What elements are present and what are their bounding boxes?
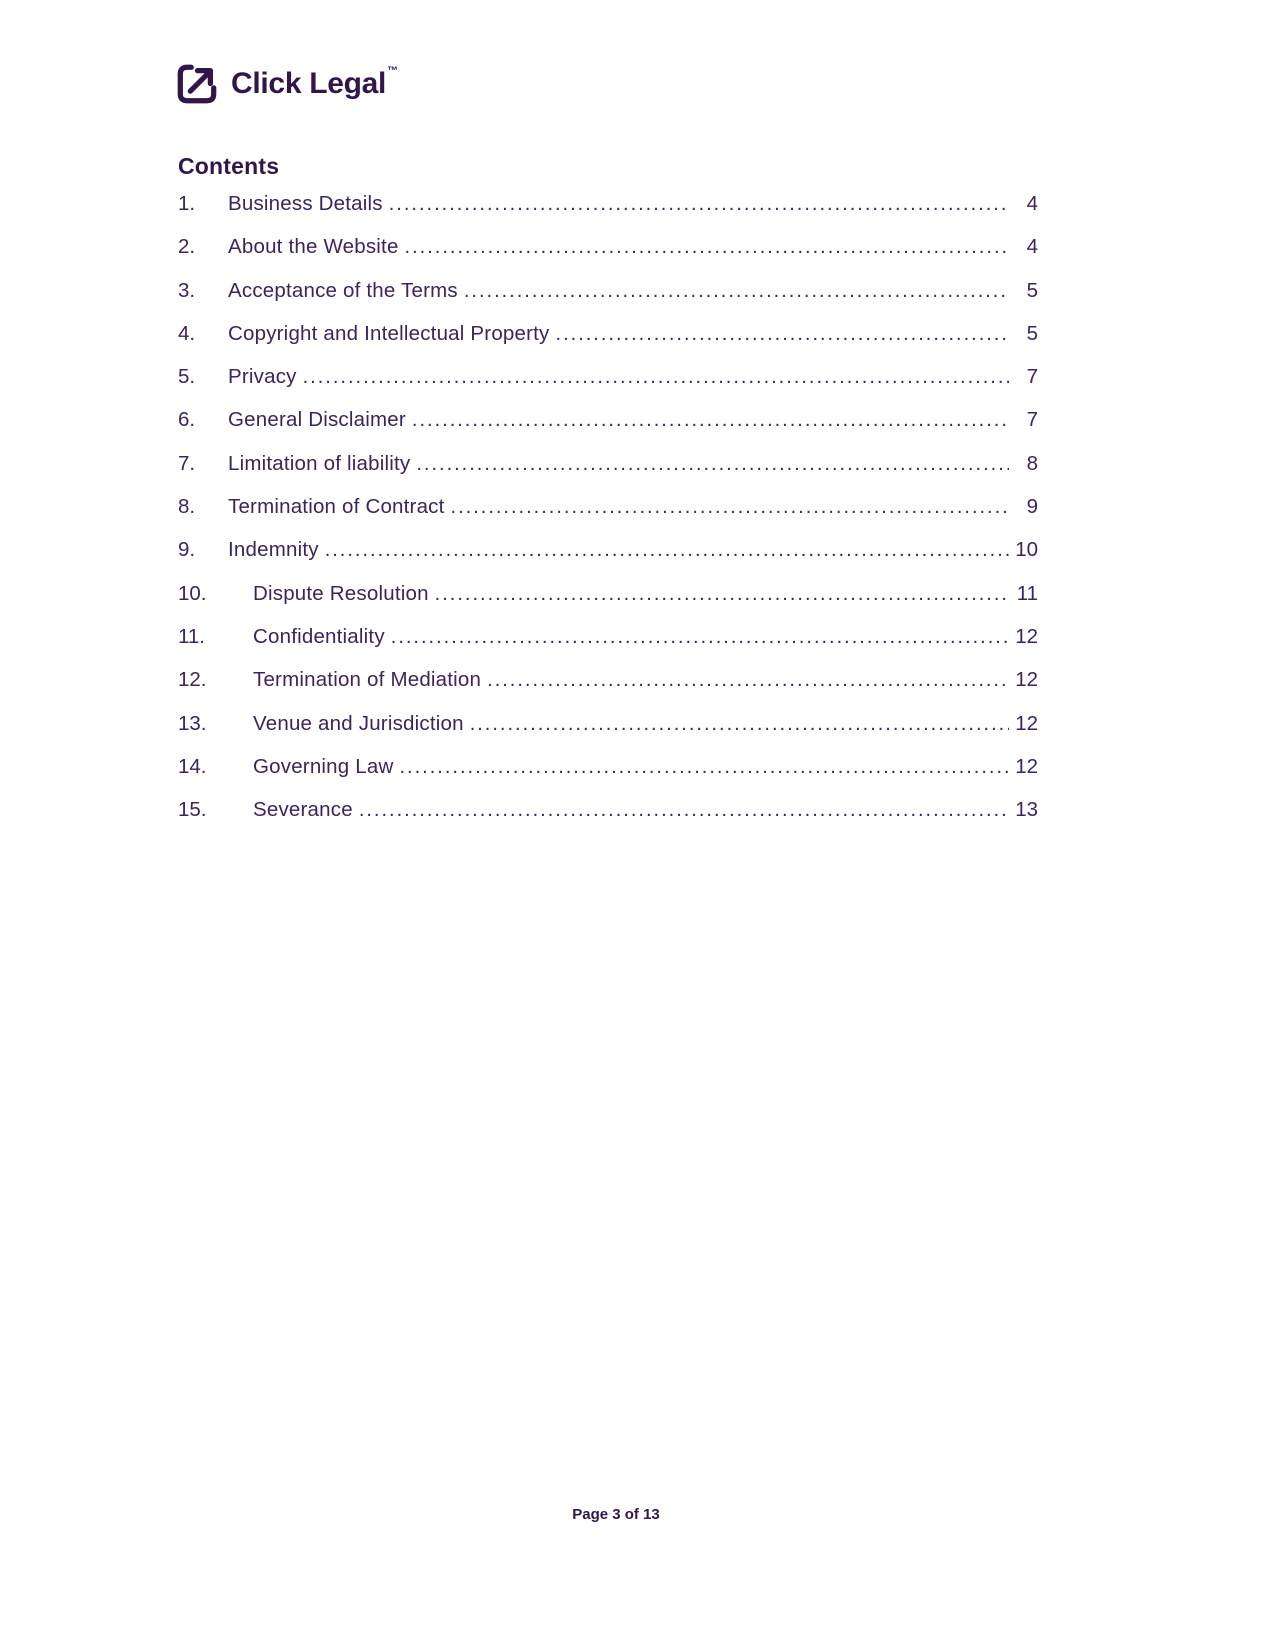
toc-entry-number: 2. xyxy=(178,235,196,259)
toc-entry-title: Governing Law xyxy=(253,754,394,778)
toc-leader-dots xyxy=(325,529,1009,572)
toc-entry-title: Confidentiality xyxy=(253,624,385,648)
toc-entry-number: 9. xyxy=(178,538,196,562)
logo xyxy=(176,63,398,105)
toc-entry-title: General Disclaimer xyxy=(228,408,406,432)
toc-entry[interactable] xyxy=(178,528,1038,571)
toc-entry-page: 12 xyxy=(1015,624,1038,648)
toc-entry[interactable] xyxy=(178,572,1038,615)
toc-leader-dots xyxy=(359,789,1009,832)
toc-leader-dots xyxy=(303,356,1009,399)
toc-entry-page: 10 xyxy=(1015,538,1038,562)
toc-entry-title: Copyright and Intellectual Property xyxy=(228,321,550,345)
toc-leader-dots xyxy=(464,270,1009,313)
toc-entry[interactable] xyxy=(178,269,1038,312)
toc-entry[interactable] xyxy=(178,355,1038,398)
toc-entry[interactable] xyxy=(178,442,1038,485)
toc-entry-number: 4. xyxy=(178,321,196,345)
toc-entry-page: 12 xyxy=(1015,711,1038,735)
toc-entry-number: 1. xyxy=(178,192,196,215)
toc-entry-title: Privacy xyxy=(228,365,297,389)
external-link-arrow-icon xyxy=(176,63,218,105)
toc-leader-dots xyxy=(435,573,1009,616)
toc-entry-page: 9 xyxy=(1026,495,1038,519)
toc-entry-number: 13. xyxy=(178,711,207,735)
toc-entry[interactable] xyxy=(178,182,1038,225)
toc-entry-page: 12 xyxy=(1015,754,1038,778)
toc-entry-title: Indemnity xyxy=(228,538,319,562)
toc-entry-page: 5 xyxy=(1026,278,1038,302)
toc-leader-dots xyxy=(470,703,1009,746)
toc-entry[interactable] xyxy=(178,702,1038,745)
toc-entry-title: Venue and Jurisdiction xyxy=(253,711,464,735)
toc-entry-title: Business Details xyxy=(228,192,383,215)
toc-entry-title: Dispute Resolution xyxy=(253,581,429,605)
toc-entry-number: 5. xyxy=(178,365,196,389)
toc-entry-number: 8. xyxy=(178,495,196,519)
toc-entry-number: 14. xyxy=(178,754,207,778)
toc-entry-page: 7 xyxy=(1026,365,1038,389)
toc-entry-number: 10. xyxy=(178,581,207,605)
toc-entry-page: 12 xyxy=(1015,668,1038,692)
toc-entry-page: 13 xyxy=(1015,798,1038,822)
toc-leader-dots xyxy=(405,226,1009,269)
toc-entry-title: Termination of Contract xyxy=(228,495,445,519)
toc-entry-page: 4 xyxy=(1026,235,1038,259)
logo-wordmark xyxy=(231,67,398,101)
toc-leader-dots xyxy=(416,443,1009,486)
toc-leader-dots xyxy=(556,313,1009,356)
toc-entry-number: 11. xyxy=(178,624,205,648)
trademark-symbol: ™ xyxy=(387,65,398,77)
toc-leader-dots xyxy=(412,399,1009,442)
page-number-footer: Page 3 of 13 xyxy=(572,1506,660,1523)
toc-entry-title: Acceptance of the Terms xyxy=(228,278,458,302)
toc-entry[interactable] xyxy=(178,312,1038,355)
toc-entry-title: Termination of Mediation xyxy=(253,668,482,692)
toc-entry-number: 15. xyxy=(178,798,207,822)
toc-entry-number: 3. xyxy=(178,278,196,302)
toc-leader-dots xyxy=(391,616,1009,659)
toc-entry-title: Limitation of liability xyxy=(228,451,411,475)
toc-entry-number: 6. xyxy=(178,408,196,432)
toc-entry-page: 7 xyxy=(1026,408,1038,432)
toc-entry-number: 12. xyxy=(178,668,207,692)
toc-entry-number: 7. xyxy=(178,451,196,475)
toc-heading: Contents xyxy=(178,153,280,179)
toc-entry[interactable] xyxy=(178,788,1038,831)
table-of-contents xyxy=(178,182,1038,831)
toc-entry[interactable] xyxy=(178,485,1038,528)
toc-leader-dots xyxy=(451,486,1009,529)
toc-entry[interactable] xyxy=(178,225,1038,268)
toc-leader-dots xyxy=(400,746,1010,789)
toc-entry-title: About the Website xyxy=(228,235,399,259)
toc-entry[interactable] xyxy=(178,615,1038,658)
toc-entry[interactable] xyxy=(178,398,1038,441)
toc-leader-dots xyxy=(389,183,1009,226)
toc-entry[interactable] xyxy=(178,658,1038,701)
logo-name: Click Legal xyxy=(231,67,387,100)
toc-entry[interactable] xyxy=(178,745,1038,788)
toc-leader-dots xyxy=(487,659,1009,702)
toc-entry-page: 11 xyxy=(1016,581,1038,605)
toc-entry-page: 8 xyxy=(1026,451,1038,475)
toc-entry-page: 5 xyxy=(1026,321,1038,345)
toc-entry-page: 4 xyxy=(1026,192,1038,215)
toc-entry-title: Severance xyxy=(253,798,353,822)
